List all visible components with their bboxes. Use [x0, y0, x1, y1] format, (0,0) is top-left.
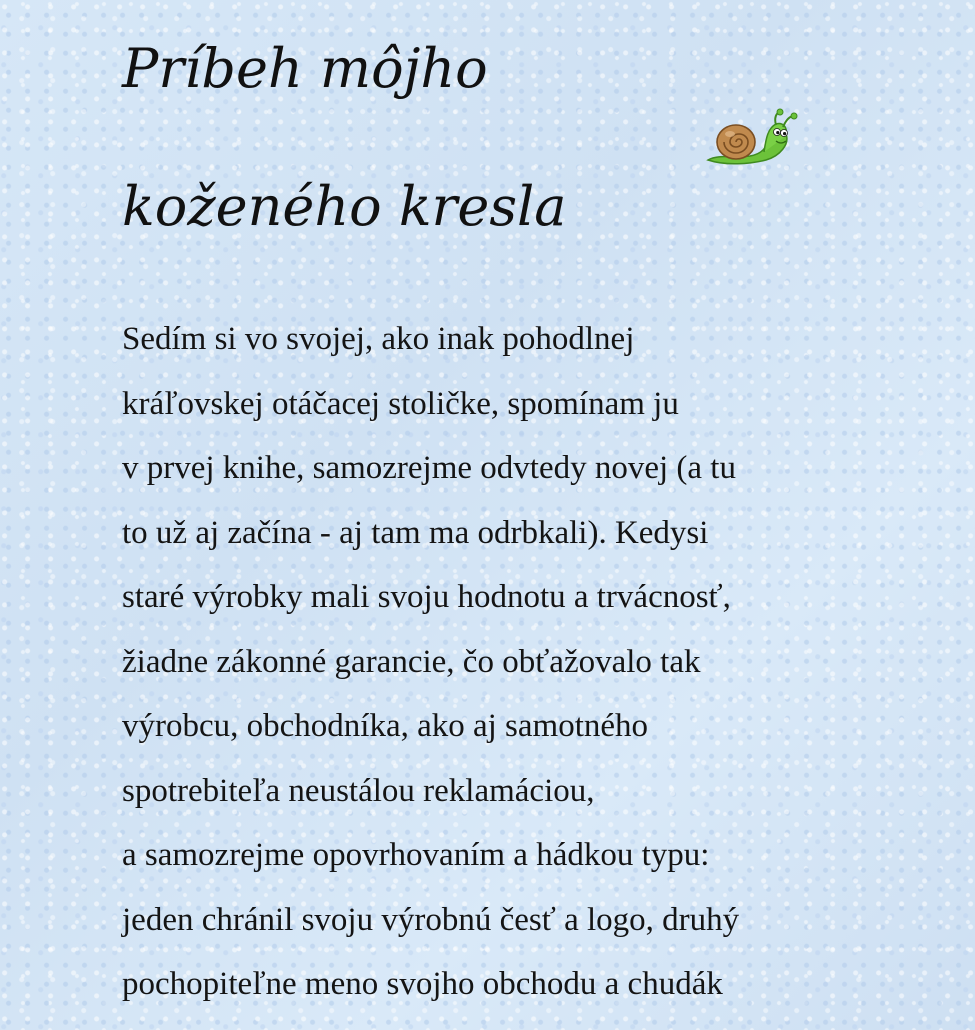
snail-icon	[704, 108, 800, 170]
text-line: jeden chránil svoju výrobnú česť a logo, druhý	[122, 901, 740, 938]
text-line: to už aj začína - aj tam ma odrbkali). Kedysi	[122, 514, 709, 551]
title-line-2: koženého kresla	[122, 175, 567, 238]
text-line: spotrebiteľa neustálou reklamáciou,	[122, 772, 595, 809]
text-line: pochopiteľne meno svojho obchodu a chudák	[122, 966, 723, 1002]
page-title	[122, 0, 682, 276]
text-line: žiadne zákonné garancie, čo obťažovalo tak	[122, 643, 701, 680]
story-paragraph	[122, 307, 882, 1017]
text-line: Sedím si vo svojej, ako inak pohodlnej	[122, 321, 635, 357]
text-line: výrobcu, obchodníka, ako aj samotného	[122, 708, 649, 744]
text-line: staré výrobky mali svoju hodnotu a trvácnosť,	[122, 579, 731, 615]
text-line: v prvej knihe, samozrejme odvtedy novej (a tu	[122, 450, 736, 486]
text-line: a samozrejme opovrhovaním a hádkou typu:	[122, 837, 710, 873]
title-line-1: Príbeh môjho	[122, 37, 488, 100]
text-line: kráľovskej otáčacej stoličke, spomínam ju	[122, 385, 679, 422]
